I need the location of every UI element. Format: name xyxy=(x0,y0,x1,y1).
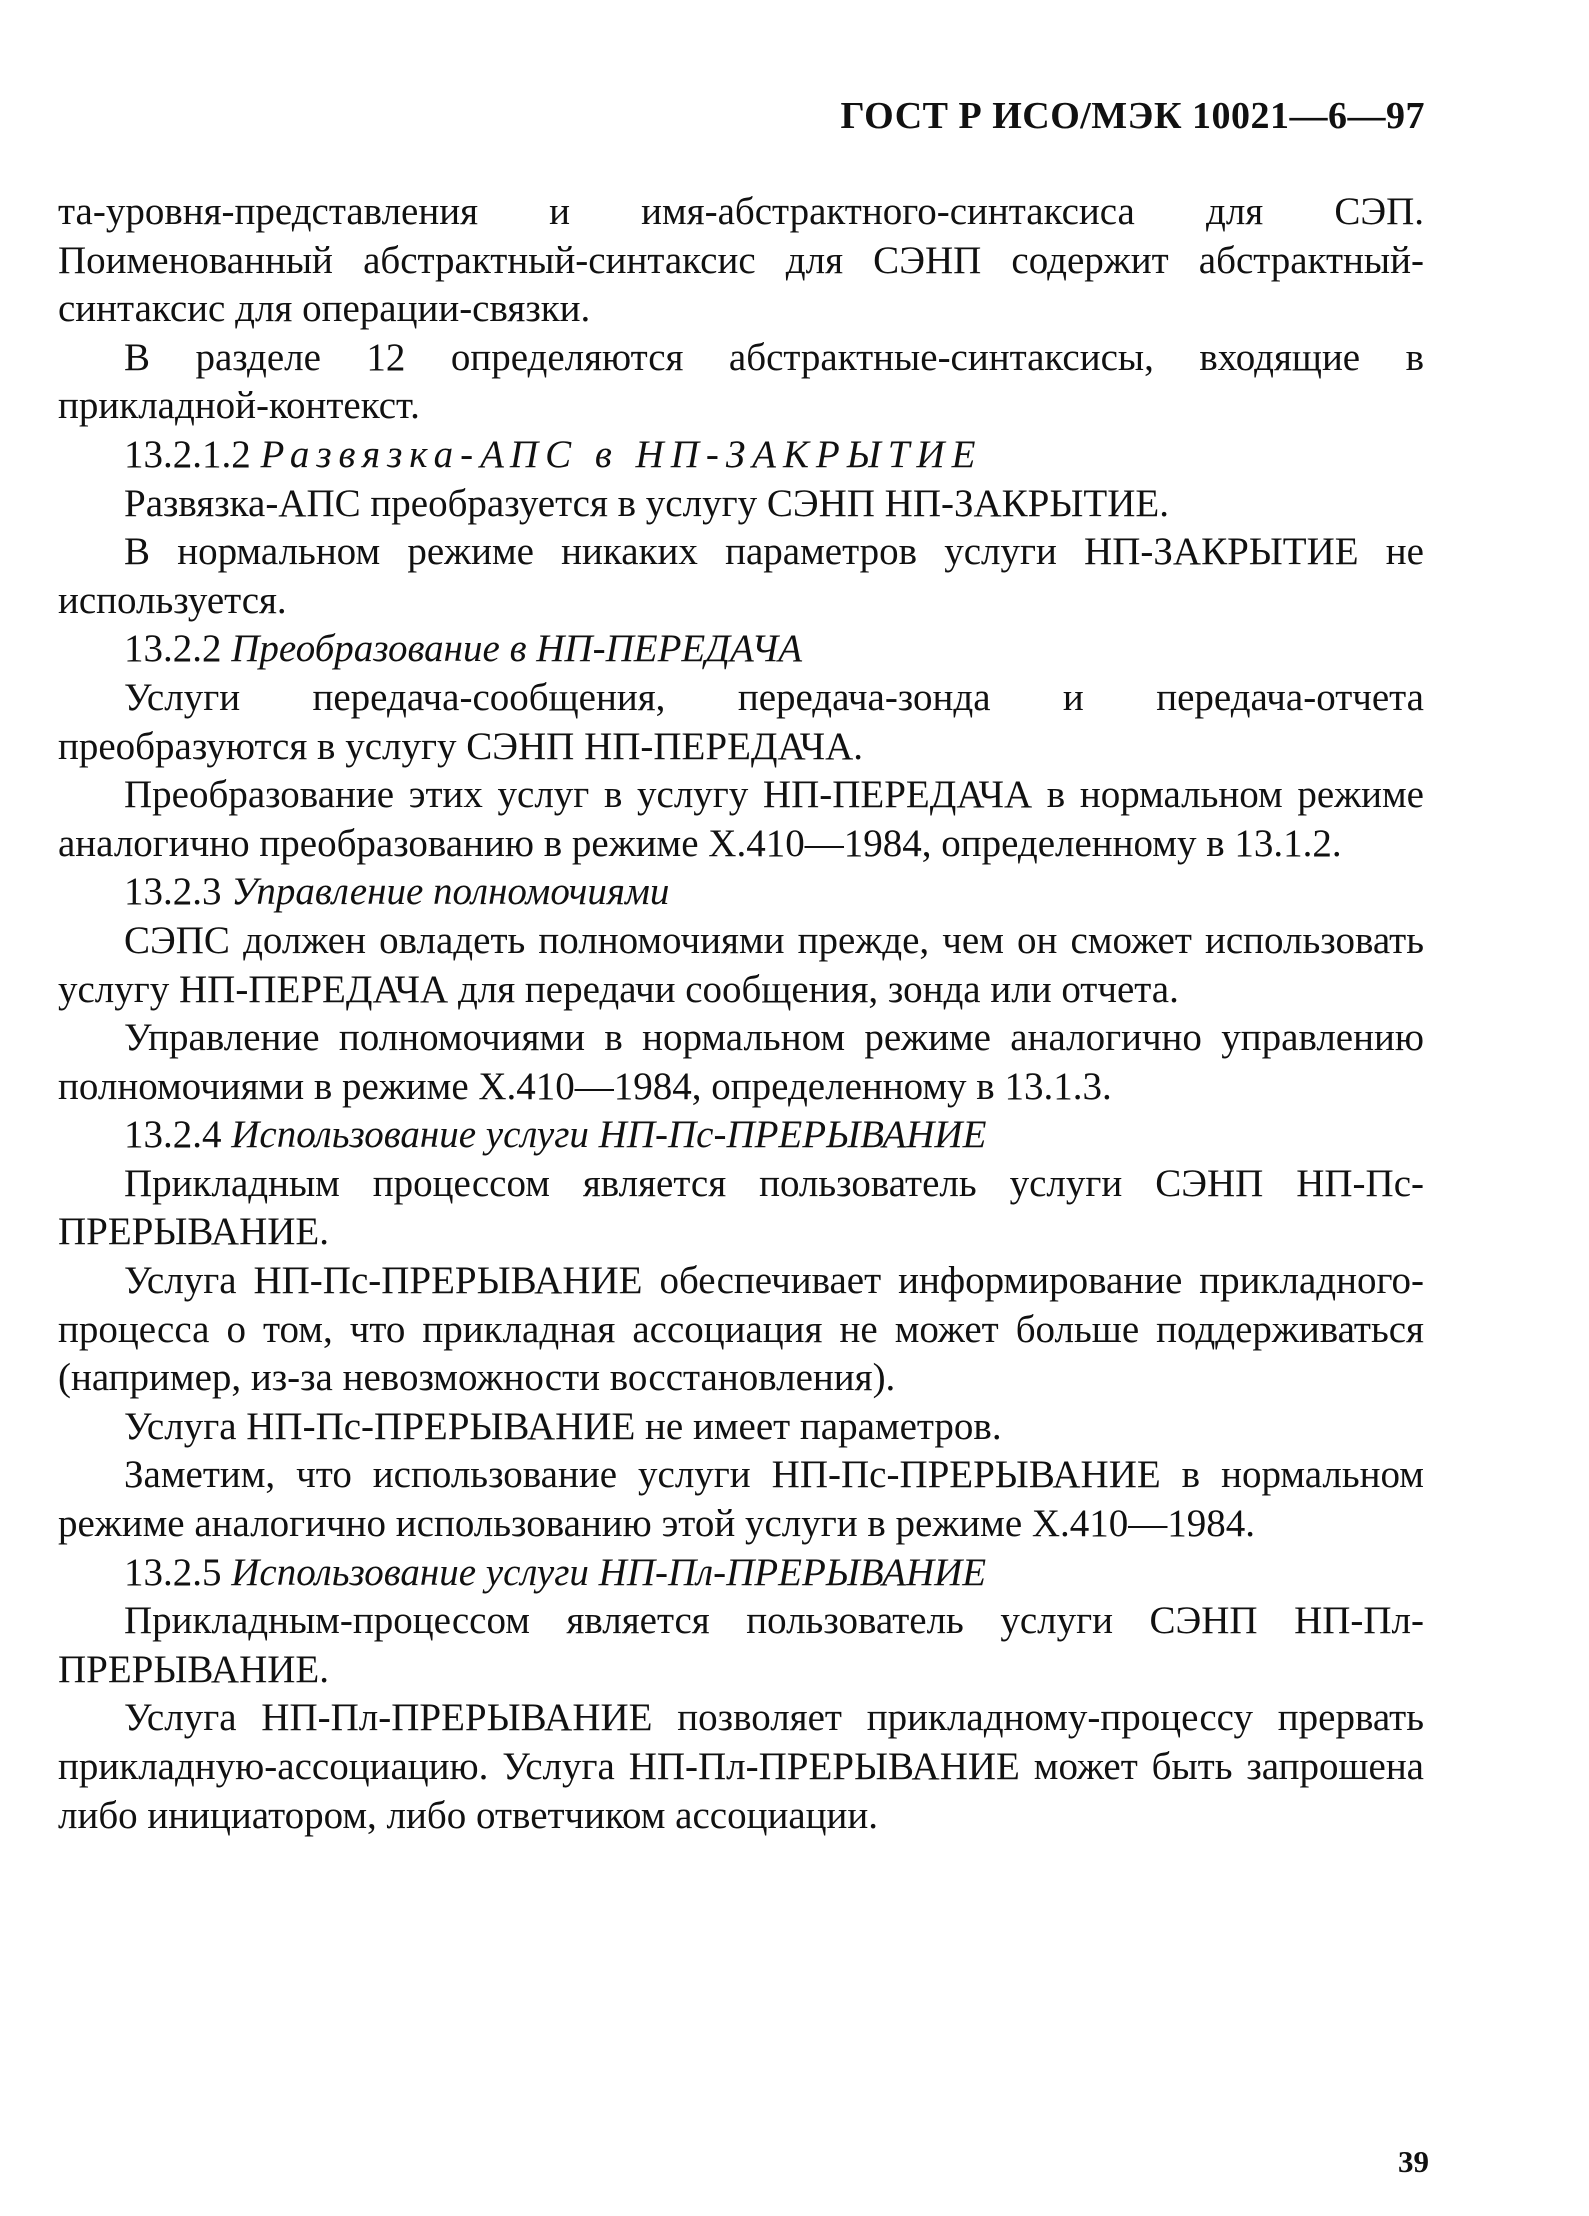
section-title: Управление полномочиями xyxy=(231,870,670,914)
paragraph: СЭПС должен овладеть полномочиями прежде, чем он сможет использовать услугу НП-ПЕРЕДАЧА для передачи сообщения, зонда или отчета. xyxy=(58,918,1424,1011)
paragraph: та-уровня-представления и имя-абстрактного-синтаксиса для СЭП. Поименованный абстрактный-синтаксис для СЭНП содержит абстрактный-синтаксис для операции-связки. xyxy=(58,190,1424,331)
section-number: 13.2.2 xyxy=(124,627,222,671)
paragraph: Прикладным-процессом является пользователь услуги СЭНП НП-Пл-ПРЕРЫВАНИЕ. xyxy=(58,1599,1424,1691)
paragraph: Услуга НП-Пс-ПРЕРЫВАНИЕ обеспечивает информирование прикладного-процесса о том, что прикладная ассоциация не может больше поддерживаться (например, из-за невозможности восстановления). xyxy=(58,1259,1424,1400)
body-text xyxy=(58,188,1424,1840)
paragraph: Прикладным процессом является пользователь услуги СЭНП НП-Пс-ПРЕРЫВАНИЕ. xyxy=(58,1161,1424,1254)
section-heading xyxy=(58,1549,1424,1598)
section-title: Преобразование в НП-ПЕРЕДАЧА xyxy=(231,627,803,671)
paragraph: В нормальном режиме никаких параметров услуги НП-ЗАКРЫТИЕ не используется. xyxy=(58,530,1424,622)
section-heading xyxy=(58,868,1424,917)
page-header: ГОСТ Р ИСО/МЭК 10021—6—97 xyxy=(840,95,1425,137)
paragraph: Услуга НП-Пс-ПРЕРЫВАНИЕ не имеет параметров. xyxy=(124,1404,1002,1448)
page-number: 39 xyxy=(1398,2144,1429,2179)
paragraph: Развязка-АПС преобразуется в услугу СЭНП НП-ЗАКРЫТИЕ. xyxy=(124,481,1169,525)
section-number: 13.2.5 xyxy=(124,1550,222,1594)
paragraph: Управление полномочиями в нормальном режиме аналогично управлению полномочиями в режиме Х.410—1984, определенному в 13.1.3. xyxy=(58,1016,1424,1108)
section-number: 13.2.3 xyxy=(124,870,222,914)
section-number: 13.2.1.2 xyxy=(124,432,251,476)
section-number: 13.2.4 xyxy=(124,1113,222,1157)
section-heading xyxy=(58,431,1424,480)
section-heading xyxy=(58,625,1424,674)
section-heading xyxy=(58,1111,1424,1160)
paragraph: Услуги передача-сообщения, передача-зонда и передача-отчета преобразуются в услугу СЭНП НП-ПЕРЕДАЧА. xyxy=(58,675,1424,768)
section-title: Развязка-АПС в НП-ЗАКРЫТИЕ xyxy=(260,432,983,476)
paragraph: Услуга НП-Пл-ПРЕРЫВАНИЕ позволяет прикладному-процессу прервать прикладную-ассоциацию. Услуга НП-Пл-ПРЕРЫВАНИЕ может быть запрошена либо инициатором, либо ответчиком ассоциации. xyxy=(58,1696,1424,1837)
paragraph: Преобразование этих услуг в услугу НП-ПЕРЕДАЧА в нормальном режиме аналогично преобразованию в режиме Х.410—1984, определенному в 13.1.2. xyxy=(58,773,1424,865)
section-title: Использование услуги НП-Пс-ПРЕРЫВАНИЕ xyxy=(231,1113,987,1157)
paragraph: В разделе 12 определяются абстрактные-синтаксисы, входящие в прикладной-контекст. xyxy=(58,335,1424,428)
section-title: Использование услуги НП-Пл-ПРЕРЫВАНИЕ xyxy=(231,1550,987,1594)
paragraph: Заметим, что использование услуги НП-Пс-ПРЕРЫВАНИЕ в нормальном режиме аналогично использованию этой услуги в режиме Х.410—1984. xyxy=(58,1453,1424,1546)
